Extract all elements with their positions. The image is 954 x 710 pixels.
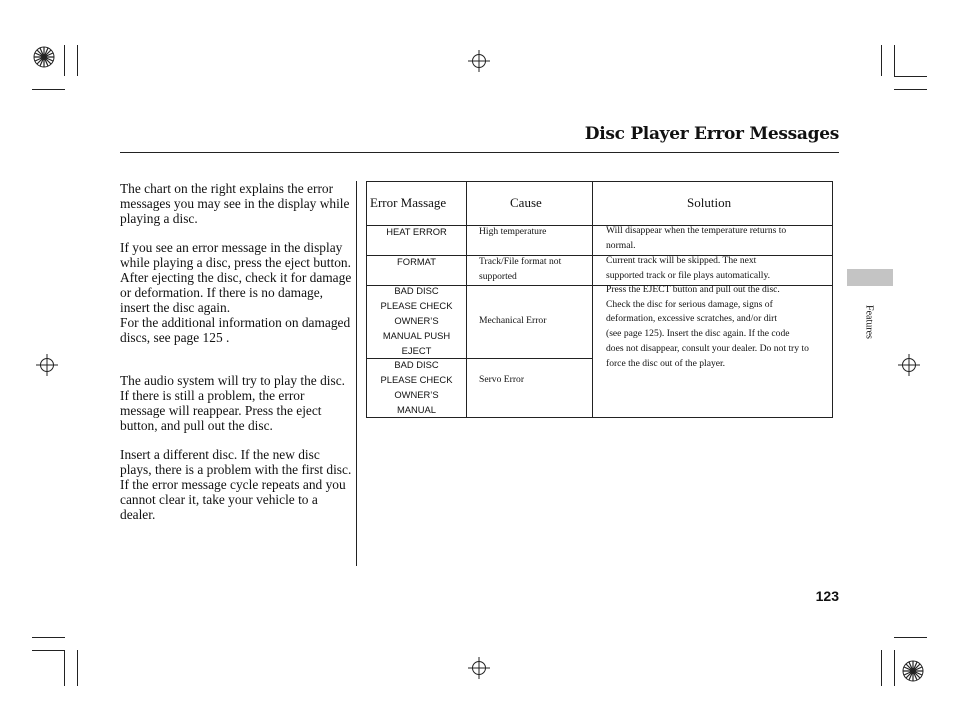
table-row-error: BAD DISC PLEASE CHECK OWNER’S MANUAL PUSH EJECT: [380, 285, 453, 356]
section-label: [862, 292, 876, 352]
table-row-error: BAD DISC PLEASE CHECK OWNER’S MANUAL: [380, 359, 453, 415]
error-message-table: [366, 181, 833, 418]
header-cause: Cause: [510, 195, 542, 210]
table-row-cause: Mechanical Error: [479, 315, 547, 326]
eject-instructions-text: If you see an error message in the display while playing a disc, press the eject button. After ejecting the disc, check it for damage or deformation. If there is no damage, insert the disc again.: [120, 240, 352, 315]
section-label-text: Features: [863, 305, 875, 339]
page-title: Disc Player Error Messages: [584, 124, 839, 144]
intro-paragraph: [120, 447, 352, 522]
header-solution: Solution: [687, 195, 732, 210]
table-row-solution: Current track will be skipped. The next supported track or file plays automatically.: [606, 255, 771, 281]
table-row-error: FORMAT: [397, 256, 436, 267]
title-divider: [120, 152, 839, 153]
dealer-advice-text: Insert a different disc. If the new disc plays, there is a problem with the first disc. If the error message cycle repeats and you cannot clear it, take your vehicle to a dealer.: [120, 447, 352, 522]
retry-text: The audio system will try to play the disc. If there is still a problem, the error message will reappear. Press the eject button, and pull out the disc.: [120, 373, 345, 433]
intro-text: The chart on the right explains the error messages you may see in the display while playing a disc.: [120, 181, 350, 226]
column-divider: [356, 181, 357, 566]
table-row-cause: High temperature: [479, 226, 547, 237]
registration-mark-icon: [36, 354, 58, 376]
table-row-solution: Will disappear when the temperature returns to normal.: [606, 225, 787, 251]
shared-solution: Press the EJECT button and pull out the disc. Check the disc for serious damage, signs of deformation, excessive scratches, and/or dirt (see page 125). Insert the disc again. If the code does not disappear, consult your dealer. Do not try to force the disc out of the player.: [606, 284, 809, 369]
table-row-error: HEAT ERROR: [386, 226, 447, 237]
table-row-cause: Track/File format not supported: [479, 256, 562, 282]
damaged-disc-reference-text: For the additional information on damaged discs, see page 125 .: [120, 315, 351, 345]
starburst-target-icon: [902, 660, 924, 682]
registration-mark-icon: [898, 354, 920, 376]
registration-mark-icon: [468, 50, 490, 72]
intro-paragraph: [120, 240, 352, 345]
section-tab: [847, 269, 893, 286]
header-error: Error Massage: [370, 195, 447, 210]
table-row-cause: Servo Error: [479, 374, 525, 385]
page-number: 123: [815, 588, 839, 604]
registration-mark-icon: [468, 657, 490, 679]
intro-paragraph: [120, 181, 352, 226]
starburst-target-icon: [33, 46, 55, 68]
intro-paragraph: [120, 373, 352, 433]
